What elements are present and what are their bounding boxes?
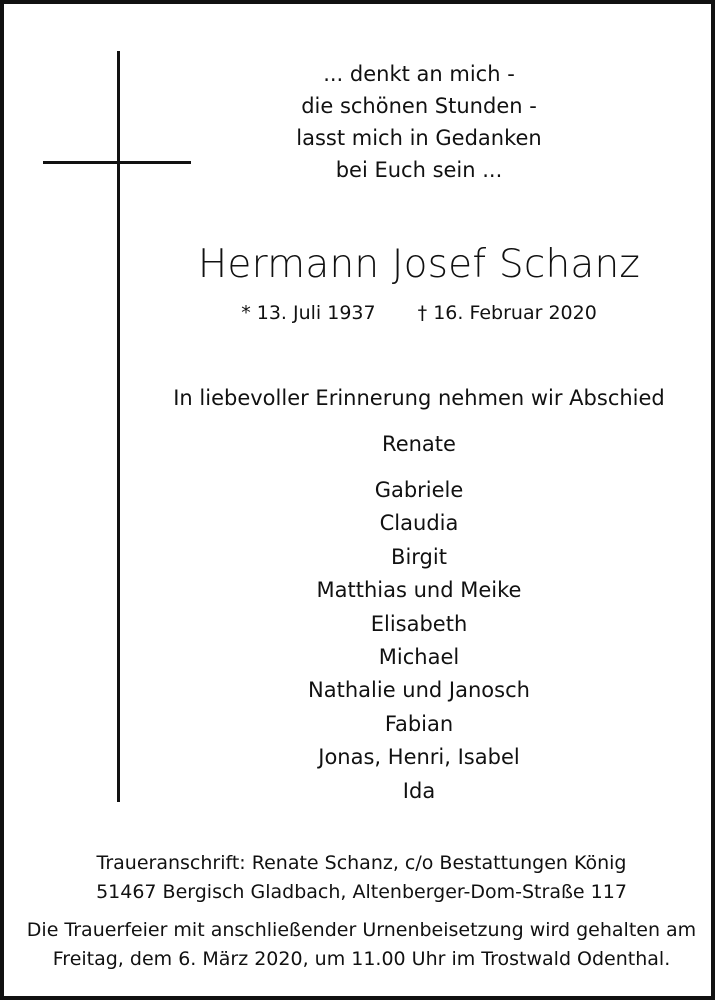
ceremony-line: Die Trauerfeier mit anschließender Urnenbeisetzung wird gehalten am (26, 919, 697, 941)
family-member: Matthias und Meike (316, 578, 522, 603)
family-list (114, 474, 715, 808)
spouse-name: Renate (382, 432, 456, 456)
family-member: Fabian (384, 711, 454, 736)
family-member: Ida (402, 778, 436, 803)
farewell-text: In liebevoller Erinnerung nehmen wir Abschied (173, 386, 665, 410)
family-member: Jonas, Henri, Isabel (318, 745, 520, 770)
poem-line: ... denkt an mich - (323, 62, 515, 86)
ceremony-info (14, 916, 709, 974)
poem-line: die schönen Stunden - (301, 94, 537, 118)
birth-date: * 13. Juli 1937 (241, 302, 376, 324)
life-dates (114, 302, 715, 324)
family-member: Claudia (379, 511, 459, 536)
family-member: Nathalie und Janosch (308, 678, 530, 703)
poem-line: bei Euch sein ... (335, 158, 503, 182)
poem-line: lasst mich in Gedanken (296, 126, 542, 150)
family-member: Gabriele (374, 478, 464, 502)
ceremony-line: Freitag, dem 6. März 2020, um 11.00 Uhr im Trostwald Odenthal. (52, 948, 671, 970)
family-member: Michael (378, 645, 460, 670)
deceased-name: Hermann Josef Schanz (197, 242, 641, 287)
family-member: Birgit (391, 544, 447, 569)
death-date: † 16. Februar 2020 (417, 302, 597, 324)
mourning-address (14, 849, 709, 907)
family-member: Elisabeth (370, 611, 468, 636)
address-line: 51467 Bergisch Gladbach, Altenberger-Dom-Straße 117 (96, 881, 627, 903)
poem (114, 58, 715, 186)
address-line: Traueranschrift: Renate Schanz, c/o Bestattungen König (96, 852, 627, 874)
